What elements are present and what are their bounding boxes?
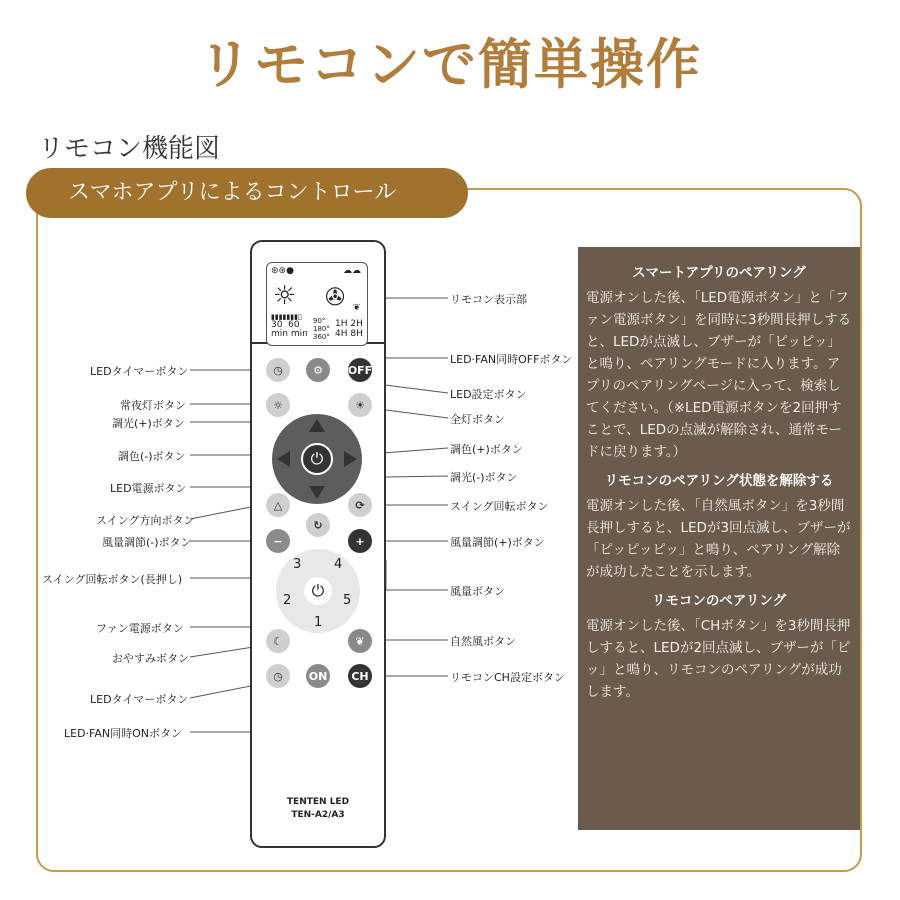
clock-icon: ◷ bbox=[273, 669, 283, 683]
hours-readout: 1H 2H 4H 8H bbox=[335, 319, 363, 339]
label-swing-rotate: スイング回転ボタン bbox=[450, 500, 549, 513]
fan-speed-3[interactable]: 3 bbox=[293, 557, 302, 572]
panel-heading-unpair: リモコンのペアリング状態を解除する bbox=[604, 473, 834, 489]
swing-rotate-button[interactable] bbox=[348, 493, 372, 517]
label-brightness-down: 調光(-)ボタン bbox=[450, 471, 518, 484]
sun-icon: ☼ bbox=[273, 398, 283, 412]
brand-line2: TEN-A2/A3 bbox=[291, 810, 345, 820]
label-display: リモコン表示部 bbox=[450, 293, 527, 306]
diagram-subtitle: リモコン機能図 bbox=[38, 134, 221, 164]
fan-up-button[interactable]: + bbox=[348, 529, 372, 553]
natural-wind-button[interactable] bbox=[348, 629, 372, 653]
label-led-timer: LEDタイマーボタン bbox=[90, 365, 189, 378]
power-icon: ⏻ bbox=[311, 581, 325, 600]
fan-speed-1[interactable]: 1 bbox=[314, 615, 323, 630]
page-title: リモコンで簡単操作 bbox=[198, 33, 702, 96]
pairing-info-panel bbox=[578, 247, 860, 830]
arrow-up-icon[interactable] bbox=[309, 419, 325, 432]
arrow-down-icon[interactable] bbox=[309, 486, 325, 499]
light-icon: ☼ bbox=[273, 281, 297, 311]
led-fan-off-button[interactable]: OFF bbox=[348, 358, 372, 382]
sleep-button[interactable] bbox=[266, 629, 290, 653]
label-swing-long: スイング回転ボタン(長押し) bbox=[42, 573, 183, 586]
led-fan-on-button[interactable]: ON bbox=[306, 664, 330, 688]
arrow-right-icon[interactable] bbox=[344, 451, 357, 467]
panel-heading-remote-pairing: リモコンのペアリング bbox=[651, 593, 787, 609]
swing-direction-button[interactable] bbox=[266, 493, 290, 517]
label-fan-power: ファン電源ボタン bbox=[96, 622, 184, 635]
moon-icon: ☾ bbox=[273, 634, 283, 648]
label-fan-speed: 風量ボタン bbox=[450, 585, 505, 598]
brand-line1: TENTEN LED bbox=[286, 797, 350, 807]
label-brightness-up: 調光(+)ボタン bbox=[112, 417, 185, 430]
wind-icons: ⊛⊛● bbox=[271, 266, 294, 276]
label-led-fan-on: LED·FAN同時ONボタン bbox=[64, 727, 183, 740]
level-bar: ▮▮▮▮▮▮▮▯ bbox=[271, 313, 302, 321]
label-led-setting: LED設定ボタン bbox=[450, 388, 527, 401]
panel-heading-app-pairing: スマートアプリのペアリング bbox=[632, 265, 806, 281]
fan-speed-5[interactable]: 5 bbox=[343, 593, 352, 608]
label-color-down: 調色(-)ボタン bbox=[118, 450, 186, 463]
label-natural-wind: 自然風ボタン bbox=[450, 635, 516, 648]
label-led-fan-off: LED·FAN同時OFFボタン bbox=[450, 353, 573, 366]
panel-text-unpair: 電源オンした後、「自然風ボタン」を3秒間長押しすると、LEDが3回点滅し、ブザーが「ピッピッピッ」と鳴り、ペアリング解除が成功したことを示します。 bbox=[586, 498, 851, 580]
swing-long-button[interactable] bbox=[306, 513, 330, 537]
fan-down-button[interactable]: − bbox=[266, 529, 290, 553]
led-timer2-button[interactable] bbox=[266, 664, 290, 688]
label-fan-up: 風量調節(+)ボタン bbox=[450, 536, 545, 549]
timer-readout: 30 60 min min bbox=[271, 320, 308, 339]
fan-icon: ✇ bbox=[325, 283, 346, 311]
mode-icons: ☁☁ bbox=[343, 266, 361, 276]
fan-power-button[interactable] bbox=[304, 577, 332, 605]
arrow-left-icon[interactable] bbox=[277, 451, 290, 467]
remote-brand bbox=[262, 796, 374, 822]
leaf-icon: ❦ bbox=[355, 634, 365, 648]
panel-text-remote-pairing: 電源オンした後、「CHボタン」を3秒間長押しすると、LEDが2回点滅し、ブザーが「ピッ」と鳴り、リモコンのペアリングが成功します。 bbox=[586, 618, 851, 700]
fan-speed-4[interactable]: 4 bbox=[334, 557, 343, 572]
label-sleep: おやすみボタン bbox=[112, 652, 189, 665]
angle-readout: 90° 180° 360° bbox=[313, 317, 330, 341]
label-night-light: 常夜灯ボタン bbox=[120, 399, 186, 412]
clock-icon: ◷ bbox=[273, 363, 283, 377]
gear-icon: ⚙ bbox=[313, 363, 323, 377]
label-fan-down: 風量調節(-)ボタン bbox=[102, 536, 192, 549]
rotate-icon: ↻ bbox=[313, 518, 323, 532]
fan-speed-2[interactable]: 2 bbox=[283, 593, 292, 608]
label-led-timer2: LEDタイマーボタン bbox=[90, 693, 189, 706]
label-led-power: LED電源ボタン bbox=[110, 482, 187, 495]
power-icon: ⏻ bbox=[310, 449, 324, 468]
label-swing-direction: スイング方向ボタン bbox=[96, 514, 195, 527]
leaf-icon: ❦ bbox=[353, 303, 361, 313]
ch-setting-button[interactable]: CH bbox=[348, 664, 372, 688]
sun-icon: ☀ bbox=[355, 398, 365, 412]
label-color-up: 調色(+)ボタン bbox=[450, 443, 523, 456]
label-ch-setting: リモコンCH設定ボタン bbox=[450, 671, 565, 684]
fan-speed-wheel[interactable] bbox=[276, 549, 360, 633]
rotate-icon: ⟳ bbox=[355, 498, 365, 512]
panel-text-app-pairing: 電源オンした後、「LED電源ボタン」と「ファン電源ボタン」を同時に3秒間長押しすると、LEDが点滅し、ブザーが「ピッピッ」と鳴り、ペアリングモードに入ります。アプリのペアリングページに入って、検索してください。（※LED電源ボタンを2回押すことで、LEDの点滅が解除され、通常モードに戻ります。） bbox=[586, 290, 852, 460]
triangle-icon: △ bbox=[273, 498, 283, 512]
section-tab: スマホアプリによるコントロール bbox=[26, 168, 468, 218]
label-full-light: 全灯ボタン bbox=[450, 413, 505, 426]
